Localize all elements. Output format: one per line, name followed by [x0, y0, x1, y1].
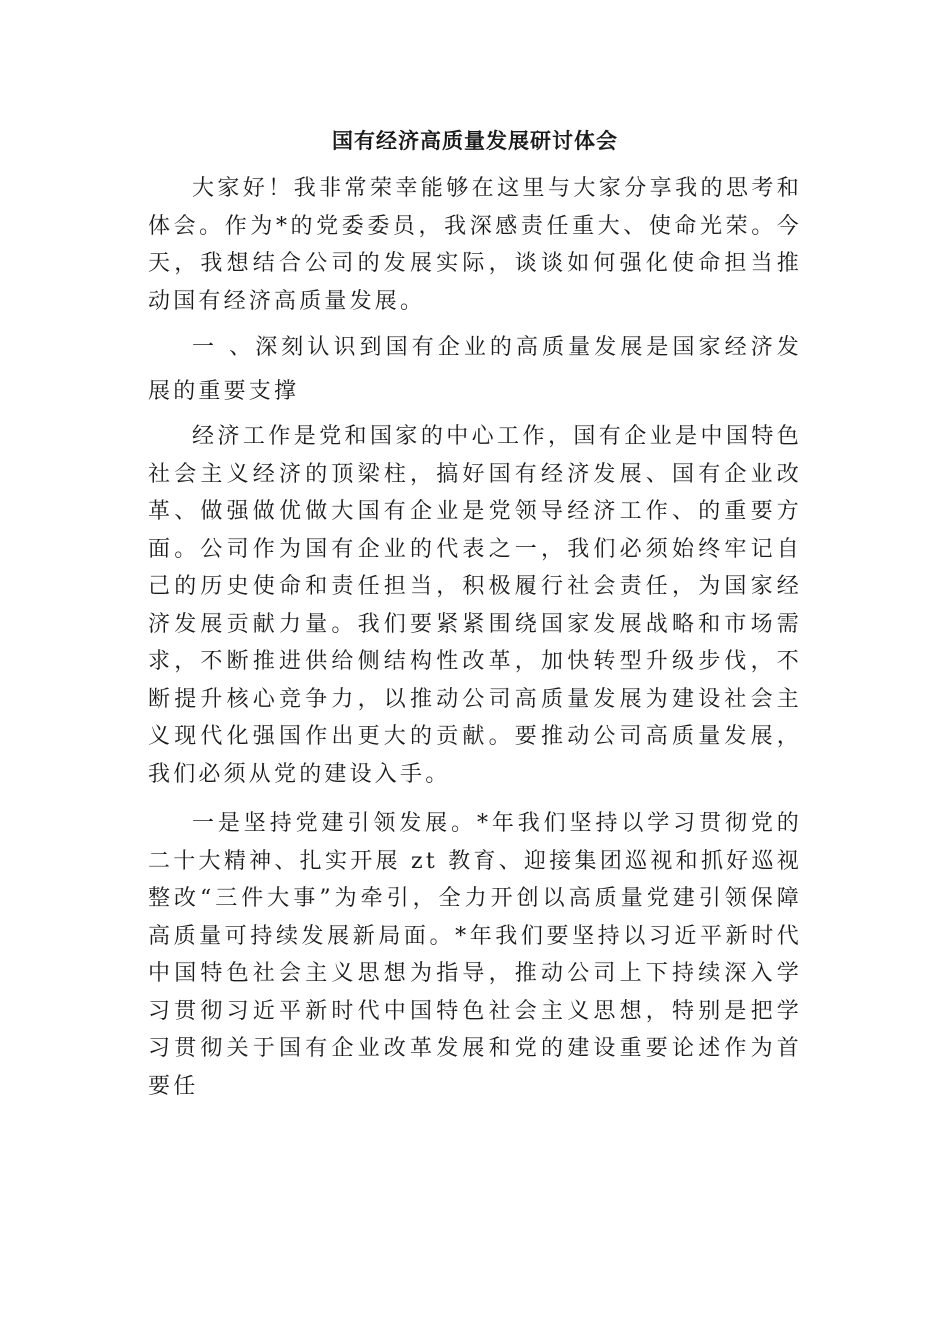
document-page: [148, 118, 802, 1105]
body-paragraph: 经济工作是党和国家的中心工作，国有企业是中国特色社会主义经济的顶梁柱，搞好国有经济发展、国有企业改革、做强做优做大国有企业是党领导经济工作、的重要方面。公司作为国有企业的代表之一，我们必须始终牢记自己的历史使命和责任担当，积极履行社会责任，为国家经济发展贡献力量。我们要紧紧围绕国家发展战略和市场需求，不断推进供给侧结构性改革，加快转型升级步伐，不断提升核心竞争力，以推动公司高质量发展为建设社会主义现代化强国作出更大的贡献。要推动公司高质量发展，我们必须从党的建设入手。: [148, 424, 802, 787]
body-paragraph: 一是坚持党建引领发展。*年我们坚持以学习贯彻党的二十大精神、扎实开展 zt 教育、迎接集团巡视和抓好巡视整改“三件大事”为牵引，全力开创以高质量党建引领保障高质量可持续发展新局面。*年我们要坚持以习近平新时代中国特色社会主义思想为指导，推动公司上下持续深入学习贯彻习近平新时代中国特色社会主义思想，特别是把学习贯彻关于国有企业改革发展和党的建设重要论述作为首要任: [148, 811, 802, 1099]
document-title: 国有经济高质量发展研讨体会: [332, 128, 618, 153]
section-heading: 一 、深刻认识到国有企业的高质量发展是国家经济发展的重要支撑: [148, 335, 802, 404]
intro-paragraph: 大家好！我非常荣幸能够在这里与大家分享我的思考和体会。作为*的党委委员，我深感责任重大、使命光荣。今天，我想结合公司的发展实际，谈谈如何强化使命担当推动国有经济高质量发展。: [148, 176, 802, 314]
